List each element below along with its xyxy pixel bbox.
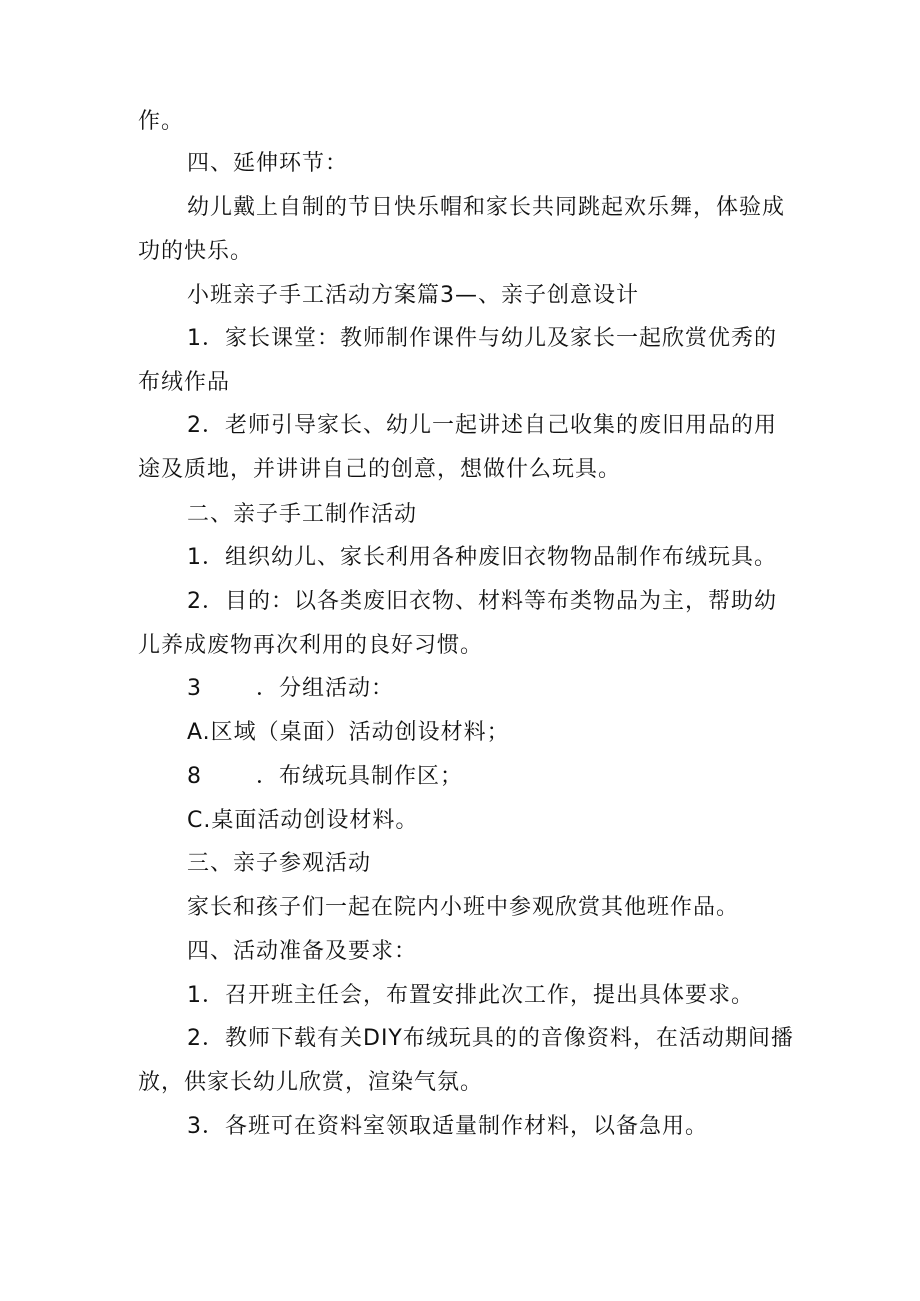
text-line: 2．老师引导家长、幼儿一起讲述自己收集的废旧用品的用: [187, 413, 777, 438]
section-heading: 四、延伸环节：: [187, 151, 349, 176]
text-line: A.区域（桌面）活动创设材料；: [187, 720, 510, 745]
section-heading: 四、活动准备及要求：: [187, 939, 418, 964]
text-line: 1．家长课堂：教师制作课件与幼儿及家长一起欣赏优秀的: [187, 326, 777, 351]
list-number: 3: [187, 676, 202, 701]
section-heading: 小班亲子手工活动方案篇3—、亲子创意设计: [187, 283, 639, 308]
text-line: 幼儿戴上自制的节日快乐帽和家长共同跳起欢乐舞，体验成: [187, 195, 786, 220]
text-line: 途及质地，并讲讲自己的创意，想做什么玩具。: [138, 457, 622, 482]
text-line: 家长和孩子们一起在院内小班中参观欣赏其他班作品。: [187, 895, 740, 920]
list-number: 8: [187, 764, 202, 789]
text-line: 作。: [138, 109, 185, 134]
list-text: ．分组活动：: [256, 676, 395, 701]
list-item: [187, 674, 394, 704]
text-line: 1．召开班主任会，布置安排此次工作，提出具体要求。: [187, 983, 754, 1008]
section-heading: 二、亲子手工制作活动: [187, 502, 418, 527]
list-item: [187, 762, 463, 792]
text-line: 1．组织幼儿、家长利用各种废旧衣物物品制作布绒玩具。: [187, 545, 777, 570]
section-heading: 三、亲子参观活动: [187, 851, 372, 876]
text-line: 3．各班可在资料室领取适量制作材料，以备急用。: [187, 1114, 708, 1139]
text-line: 2．目的：以各类废旧衣物、材料等布类物品为主，帮助幼: [187, 589, 777, 614]
text-line: 儿养成废物再次利用的良好习惯。: [138, 633, 484, 658]
text-line: C.桌面活动创设材料。: [187, 808, 419, 833]
text-line: 放，供家长幼儿欣赏，渲染气氛。: [138, 1070, 484, 1095]
text-line: 2．教师下载有关DIY布绒玩具的的音像资料，在活动期间播: [187, 1026, 794, 1051]
text-line: 布绒作品: [138, 370, 231, 395]
list-text: ．布绒玩具制作区；: [256, 764, 464, 789]
text-line: 功的快乐。: [138, 239, 254, 264]
